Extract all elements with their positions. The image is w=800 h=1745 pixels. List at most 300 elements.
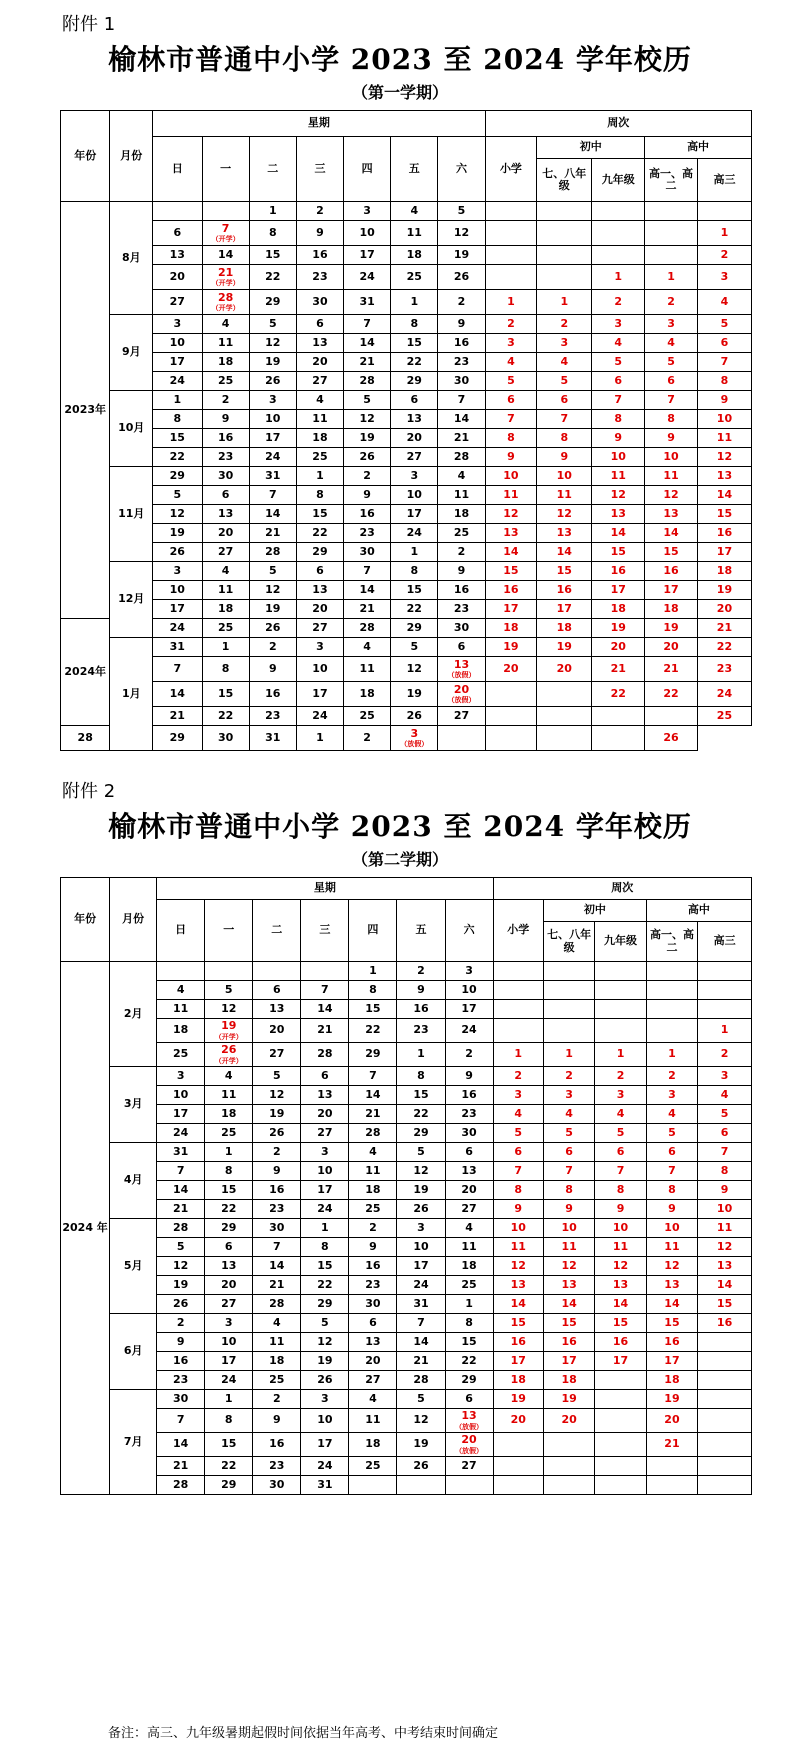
day-cell: [153, 202, 202, 221]
week-number-cell: 22: [697, 638, 751, 657]
header-primary: 小学: [493, 900, 543, 962]
week-number-cell: 14: [493, 1295, 543, 1314]
day-cell: 9: [344, 486, 391, 505]
table-row: [61, 1162, 752, 1181]
week-number-cell: 13: [698, 1257, 752, 1276]
day-cell: 23: [253, 1457, 301, 1476]
week-number-cell: [485, 246, 537, 265]
day-cell: 30: [253, 1476, 301, 1495]
table-row: [61, 543, 752, 562]
week-number-cell: [543, 1476, 594, 1495]
week-number-cell: [493, 981, 543, 1000]
week-number-cell: 2: [543, 1067, 594, 1086]
day-cell: 3: [344, 202, 391, 221]
day-cell: 9: [202, 410, 249, 429]
day-cell: 15: [301, 1257, 349, 1276]
day-cell: 15: [296, 505, 343, 524]
header-grade9: 九年级: [595, 922, 646, 962]
week-number-cell: 25: [697, 707, 751, 726]
week-number-cell: [543, 1457, 594, 1476]
day-cell: 14: [253, 1257, 301, 1276]
day-cell: 16: [397, 1000, 445, 1019]
week-number-cell: 6: [595, 1143, 646, 1162]
week-number-cell: 7: [645, 391, 698, 410]
day-cell: 9: [349, 1238, 397, 1257]
week-number-cell: [485, 265, 537, 290]
day-cell: 16: [438, 334, 485, 353]
week-number-cell: 21: [592, 657, 645, 682]
week-number-cell: 14: [595, 1295, 646, 1314]
week-number-cell: 10: [543, 1219, 594, 1238]
day-cell: 21: [397, 1352, 445, 1371]
week-number-cell: [595, 1433, 646, 1457]
day-cell: 18: [296, 429, 343, 448]
day-cell: 6: [349, 1314, 397, 1333]
week-number-cell: [595, 1409, 646, 1433]
week-number-cell: 13: [697, 467, 751, 486]
day-cell: 11: [344, 657, 391, 682]
week-number-cell: 15: [543, 1314, 594, 1333]
day-cell: 27: [301, 1124, 349, 1143]
attachment-label-2: 附件 2: [62, 781, 116, 802]
week-number-cell: 16: [645, 562, 698, 581]
day-cell: 8: [391, 315, 438, 334]
day-cell: 30: [349, 1295, 397, 1314]
week-number-cell: 15: [645, 543, 698, 562]
month-cell: 4月: [110, 1143, 157, 1219]
week-number-cell: 17: [697, 543, 751, 562]
day-cell: 27: [391, 448, 438, 467]
week-number-cell: 12: [485, 505, 537, 524]
week-number-cell: 11: [698, 1219, 752, 1238]
highlight-date: 26: [221, 1043, 237, 1057]
week-number-cell: 6: [537, 391, 592, 410]
day-cell: 11: [445, 1238, 493, 1257]
week-number-cell: [493, 1457, 543, 1476]
day-cell: 2: [253, 1390, 301, 1409]
week-number-cell: 1: [698, 1019, 752, 1043]
week-number-cell: 10: [537, 467, 592, 486]
table-row: [61, 1314, 752, 1333]
week-number-cell: 20: [697, 600, 751, 619]
header-year: 年份: [61, 878, 110, 962]
week-number-cell: 18: [592, 600, 645, 619]
day-cell: 28: [61, 726, 110, 751]
week-number-cell: [646, 1457, 697, 1476]
day-cell: 11: [391, 221, 438, 246]
week-number-cell: 11: [646, 1238, 697, 1257]
day-cell: 4: [344, 638, 391, 657]
week-number-cell: 19: [697, 581, 751, 600]
week-number-cell: 11: [537, 486, 592, 505]
table-row: [61, 962, 752, 981]
day-cell: 24: [249, 448, 296, 467]
week-number-cell: [646, 981, 697, 1000]
day-cell: 9: [438, 315, 485, 334]
header-grade78: 七、八年级: [537, 159, 592, 202]
month-cell: 5月: [110, 1219, 157, 1314]
week-number-cell: 1: [493, 1043, 543, 1067]
day-cell: 27: [349, 1371, 397, 1390]
day-cell: 13: [253, 1000, 301, 1019]
day-cell: 10: [205, 1333, 253, 1352]
table-row: [61, 221, 752, 246]
week-number-cell: 16: [592, 562, 645, 581]
week-number-cell: [698, 1476, 752, 1495]
table-row: [61, 1457, 752, 1476]
day-cell: 12: [344, 410, 391, 429]
day-cell: 1: [153, 391, 202, 410]
day-cell: 3: [445, 962, 493, 981]
day-cell: 7: [344, 562, 391, 581]
day-cell: 27: [202, 543, 249, 562]
day-cell: 1: [296, 467, 343, 486]
day-cell: 4: [349, 1390, 397, 1409]
day-cell: 24: [344, 265, 391, 290]
week-number-cell: 1: [697, 221, 751, 246]
week-number-cell: 10: [485, 467, 537, 486]
week-number-cell: 18: [493, 1371, 543, 1390]
day-cell: 11: [202, 334, 249, 353]
day-cell: 20: [253, 1019, 301, 1043]
week-number-cell: 6: [543, 1143, 594, 1162]
day-cell: [445, 1409, 493, 1433]
day-cell: 25: [296, 448, 343, 467]
day-cell: 4: [202, 562, 249, 581]
day-cell: 28: [397, 1371, 445, 1390]
day-cell: 8: [205, 1162, 253, 1181]
calendar-table-sem2: [60, 877, 752, 1495]
week-number-cell: 1: [592, 265, 645, 290]
week-number-cell: 12: [645, 486, 698, 505]
day-cell: 19: [253, 1105, 301, 1124]
day-cell: 10: [153, 334, 202, 353]
day-cell: [301, 962, 349, 981]
day-cell: 18: [157, 1019, 205, 1043]
week-number-cell: [595, 1457, 646, 1476]
day-cell: 7: [249, 486, 296, 505]
table-row: [61, 1124, 752, 1143]
day-cell: 14: [344, 581, 391, 600]
day-cell: 23: [349, 1276, 397, 1295]
table-row: [61, 1295, 752, 1314]
day-cell: 29: [296, 543, 343, 562]
day-cell: 22: [349, 1019, 397, 1043]
day-cell: 17: [445, 1000, 493, 1019]
month-cell: 1月: [110, 638, 153, 751]
day-cell: 2: [249, 638, 296, 657]
header-junior: 初中: [537, 137, 645, 159]
day-cell: 2: [202, 391, 249, 410]
week-number-cell: 14: [698, 1276, 752, 1295]
week-number-cell: [646, 1476, 697, 1495]
day-cell: 15: [202, 682, 249, 707]
week-number-cell: 8: [697, 372, 751, 391]
day-cell: 24: [301, 1457, 349, 1476]
day-cell: 1: [205, 1143, 253, 1162]
week-number-cell: [645, 221, 698, 246]
week-number-cell: [595, 1390, 646, 1409]
week-number-cell: 12: [698, 1238, 752, 1257]
day-cell: 9: [253, 1409, 301, 1433]
day-cell: 4: [438, 467, 485, 486]
week-number-cell: 9: [595, 1200, 646, 1219]
table-row: [61, 600, 752, 619]
day-cell: 31: [397, 1295, 445, 1314]
day-cell: 9: [296, 221, 343, 246]
week-number-cell: 10: [592, 448, 645, 467]
day-cell: 10: [157, 1086, 205, 1105]
day-cell: 23: [157, 1371, 205, 1390]
table-row: [61, 1067, 752, 1086]
week-number-cell: 8: [485, 429, 537, 448]
day-cell: 17: [301, 1433, 349, 1457]
highlight-date: 13: [453, 657, 470, 671]
day-cell: [202, 202, 249, 221]
table-row: [61, 1352, 752, 1371]
week-number-cell: 2: [485, 315, 537, 334]
day-cell: 12: [157, 1257, 205, 1276]
day-cell: 10: [301, 1162, 349, 1181]
day-cell: 29: [397, 1124, 445, 1143]
day-cell: 29: [153, 467, 202, 486]
week-number-cell: 19: [645, 619, 698, 638]
table-row: [61, 1143, 752, 1162]
week-number-cell: 6: [698, 1124, 752, 1143]
day-cell: 21: [153, 707, 202, 726]
week-number-cell: 4: [698, 1086, 752, 1105]
week-number-cell: 15: [698, 1295, 752, 1314]
day-cell: 2: [349, 1219, 397, 1238]
table-row: [61, 1257, 752, 1276]
day-cell: 18: [202, 600, 249, 619]
week-number-cell: 22: [592, 682, 645, 707]
day-cell: 15: [349, 1000, 397, 1019]
table-row: [61, 619, 752, 638]
week-number-cell: 7: [646, 1162, 697, 1181]
day-cell: 10: [344, 221, 391, 246]
day-cell: 26: [397, 1200, 445, 1219]
day-cell: 12: [438, 221, 485, 246]
day-cell: 14: [344, 334, 391, 353]
week-number-cell: 16: [698, 1314, 752, 1333]
week-number-cell: 4: [543, 1105, 594, 1124]
day-cell: 12: [301, 1333, 349, 1352]
day-cell: 9: [253, 1162, 301, 1181]
date-note: （开学）: [214, 1056, 243, 1065]
day-cell: [445, 1433, 493, 1457]
table-row: [61, 1476, 752, 1495]
week-number-cell: [698, 1371, 752, 1390]
week-number-cell: 5: [697, 315, 751, 334]
week-number-cell: 12: [646, 1257, 697, 1276]
day-cell: 21: [349, 1105, 397, 1124]
day-cell: 25: [202, 619, 249, 638]
day-cell: 12: [249, 334, 296, 353]
day-cell: 23: [438, 353, 485, 372]
day-cell: [438, 657, 485, 682]
header-day-wed: 三: [301, 900, 349, 962]
week-number-cell: 14: [537, 543, 592, 562]
day-cell: 23: [344, 524, 391, 543]
week-number-cell: 12: [697, 448, 751, 467]
day-cell: 18: [253, 1352, 301, 1371]
header-junior: 初中: [543, 900, 646, 922]
week-number-cell: 13: [537, 524, 592, 543]
week-number-cell: 1: [646, 1043, 697, 1067]
day-cell: 30: [253, 1219, 301, 1238]
day-cell: 4: [445, 1219, 493, 1238]
day-cell: 5: [253, 1067, 301, 1086]
highlight-date: 13: [461, 1409, 477, 1423]
day-cell: 6: [445, 1143, 493, 1162]
week-number-cell: 3: [543, 1086, 594, 1105]
day-cell: 15: [445, 1333, 493, 1352]
highlight-date: 20: [453, 682, 470, 696]
day-cell: 13: [301, 1086, 349, 1105]
table-row: [61, 524, 752, 543]
day-cell: 1: [205, 1390, 253, 1409]
month-cell: 2月: [110, 962, 157, 1067]
week-number-cell: [595, 1019, 646, 1043]
week-number-cell: [698, 962, 752, 981]
week-number-cell: 9: [537, 448, 592, 467]
day-cell: 31: [249, 726, 296, 751]
week-number-cell: 2: [698, 1043, 752, 1067]
day-cell: 16: [202, 429, 249, 448]
day-cell: 21: [253, 1276, 301, 1295]
week-number-cell: 9: [543, 1200, 594, 1219]
day-cell: 17: [153, 600, 202, 619]
day-cell: 17: [391, 505, 438, 524]
table-row: [61, 726, 752, 751]
week-number-cell: 3: [493, 1086, 543, 1105]
week-number-cell: 13: [592, 505, 645, 524]
day-cell: 14: [249, 505, 296, 524]
day-cell: 20: [205, 1276, 253, 1295]
week-number-cell: 14: [697, 486, 751, 505]
table-row: [61, 1043, 752, 1067]
header-day-mon: 一: [205, 900, 253, 962]
table-row: [61, 1333, 752, 1352]
week-number-cell: 5: [698, 1105, 752, 1124]
day-cell: 8: [301, 1238, 349, 1257]
week-number-cell: [537, 682, 592, 707]
day-cell: 5: [397, 1143, 445, 1162]
day-cell: 7: [438, 391, 485, 410]
header-senior: 高中: [645, 137, 752, 159]
week-number-cell: 22: [645, 682, 698, 707]
day-cell: 28: [438, 448, 485, 467]
week-number-cell: 1: [645, 265, 698, 290]
week-number-cell: 8: [537, 429, 592, 448]
day-cell: 16: [296, 246, 343, 265]
day-cell: 14: [153, 682, 202, 707]
day-cell: 7: [157, 1162, 205, 1181]
week-number-cell: [595, 962, 646, 981]
day-cell: 1: [249, 202, 296, 221]
day-cell: 11: [157, 1000, 205, 1019]
header-weekday: 星期: [153, 111, 486, 137]
week-number-cell: 19: [493, 1390, 543, 1409]
week-number-cell: [485, 707, 537, 726]
calendar-title-2: 榆林市普通中小学 2023 至 2024 学年校历: [108, 810, 692, 843]
day-cell: 11: [296, 410, 343, 429]
year-cell: 2023年: [61, 202, 110, 619]
week-number-cell: 2: [493, 1067, 543, 1086]
day-cell: 7: [157, 1409, 205, 1433]
day-cell: 22: [202, 707, 249, 726]
day-cell: 8: [205, 1409, 253, 1433]
week-number-cell: 11: [595, 1238, 646, 1257]
day-cell: 4: [202, 315, 249, 334]
day-cell: 5: [391, 638, 438, 657]
day-cell: 16: [438, 581, 485, 600]
week-number-cell: 12: [543, 1257, 594, 1276]
day-cell: 21: [301, 1019, 349, 1043]
week-number-cell: 8: [646, 1181, 697, 1200]
day-cell: 27: [296, 619, 343, 638]
week-number-cell: 17: [592, 581, 645, 600]
table-row: [61, 657, 752, 682]
week-number-cell: 7: [537, 410, 592, 429]
day-cell: 14: [157, 1433, 205, 1457]
week-number-cell: [646, 1019, 697, 1043]
date-note: （放假）: [455, 1422, 484, 1431]
calendar-table-sem1: [60, 110, 752, 751]
day-cell: 17: [157, 1105, 205, 1124]
week-number-cell: 17: [646, 1352, 697, 1371]
day-cell: 13: [296, 581, 343, 600]
semester-label-1: （第一学期）: [351, 83, 448, 102]
day-cell: 14: [301, 1000, 349, 1019]
table-row: [61, 410, 752, 429]
day-cell: [253, 962, 301, 981]
day-cell: 7: [253, 1238, 301, 1257]
highlight-date: 7: [221, 221, 230, 235]
day-cell: 24: [445, 1019, 493, 1043]
day-cell: 30: [438, 619, 485, 638]
week-number-cell: [646, 1000, 697, 1019]
table-row: [61, 372, 752, 391]
day-cell: 11: [349, 1162, 397, 1181]
week-number-cell: 18: [646, 1371, 697, 1390]
day-cell: 11: [349, 1409, 397, 1433]
week-number-cell: 20: [493, 1409, 543, 1433]
day-cell: 13: [445, 1162, 493, 1181]
week-number-cell: 15: [592, 543, 645, 562]
day-cell: 28: [157, 1219, 205, 1238]
day-cell: 26: [438, 265, 485, 290]
week-number-cell: 21: [646, 1433, 697, 1457]
week-number-cell: [543, 1000, 594, 1019]
week-number-cell: 9: [485, 448, 537, 467]
day-cell: [205, 962, 253, 981]
day-cell: 16: [253, 1181, 301, 1200]
attachment-label-1: 附件 1: [62, 14, 116, 35]
week-number-cell: 14: [645, 524, 698, 543]
day-cell: 11: [205, 1086, 253, 1105]
week-number-cell: 19: [592, 619, 645, 638]
week-number-cell: [595, 981, 646, 1000]
week-number-cell: 13: [645, 505, 698, 524]
day-cell: 28: [344, 372, 391, 391]
day-cell: 31: [153, 638, 202, 657]
week-number-cell: 3: [592, 315, 645, 334]
header-year: 年份: [61, 111, 110, 202]
week-number-cell: 5: [537, 372, 592, 391]
week-number-cell: [485, 202, 537, 221]
